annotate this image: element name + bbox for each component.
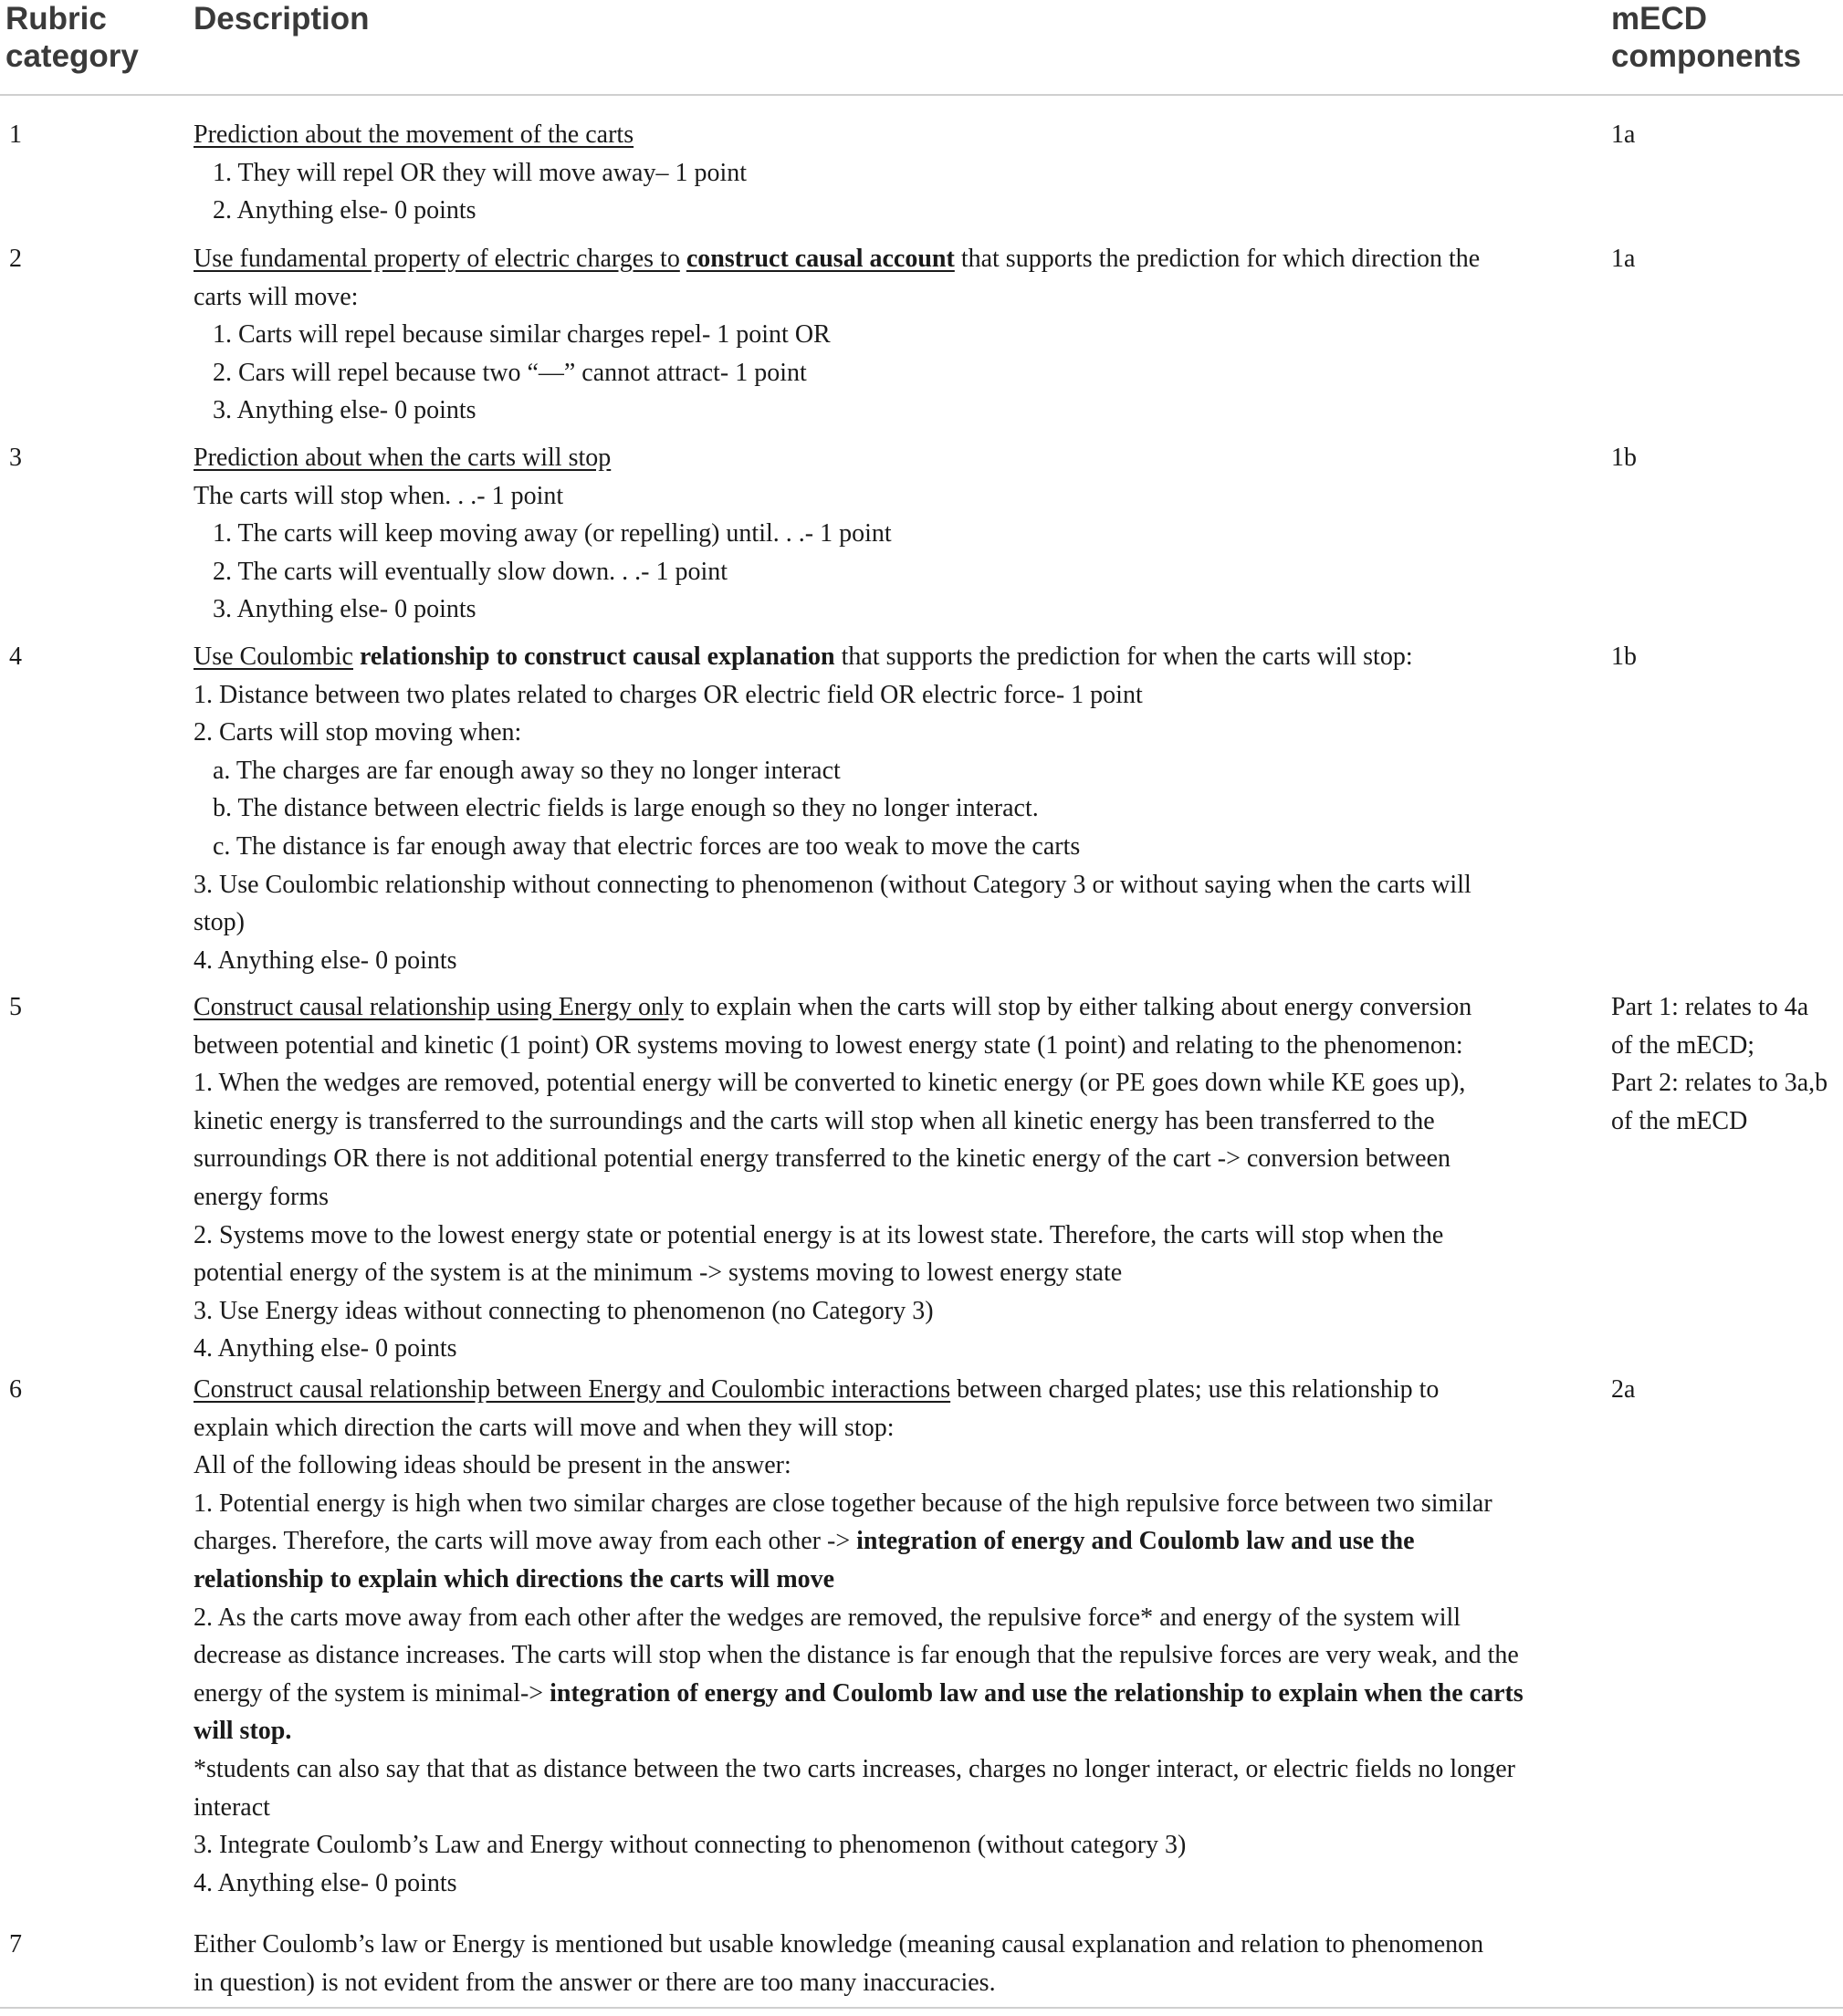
- description-text: charges. Therefore, the carts will move away from each other ->: [194, 1527, 857, 1556]
- header-rubric-category: Rubric category: [5, 1, 139, 74]
- description-cell: [194, 240, 1563, 430]
- description-line: [194, 1447, 1563, 1485]
- description-text: 4. Anything else- 0 points: [194, 945, 457, 975]
- description-text: in question) is not evident from the answer or there are too many inaccuracies.: [194, 1968, 996, 1997]
- description-text: relationship to construct causal explanation: [360, 642, 835, 671]
- description-line: [194, 1217, 1563, 1255]
- description-text: 2. Systems move to the lowest energy state or potential energy is at its lowest state. Therefore, the carts will stop when the: [194, 1220, 1444, 1249]
- description-line: [194, 828, 1563, 866]
- description-text: [680, 245, 686, 273]
- description-line: [194, 1409, 1563, 1447]
- description-text: 1. The carts will keep moving away (or repelling) until. . .- 1 point: [213, 519, 892, 548]
- mecd-components-cell: [1611, 240, 1830, 278]
- description-text: 4. Anything else- 0 points: [194, 1868, 457, 1897]
- description-text: The carts will stop when. . .- 1 point: [194, 481, 564, 510]
- description-line: [194, 1140, 1563, 1178]
- description-text: 3. Anything else- 0 points: [213, 595, 476, 624]
- description-text: 4. Anything else- 0 points: [194, 1334, 457, 1363]
- description-text: relationship to explain which directions the carts will move: [194, 1564, 835, 1593]
- mecd-components-cell: [1611, 116, 1830, 154]
- description-text: Construct causal relationship between Energy and Coulombic interactions: [194, 1375, 951, 1404]
- description-cell: [194, 1371, 1563, 1902]
- description-line: [194, 192, 1563, 230]
- description-text: 2. Anything else- 0 points: [213, 196, 476, 225]
- description-line: [194, 1865, 1563, 1903]
- description-line: [194, 1178, 1563, 1217]
- description-line: [194, 1485, 1563, 1523]
- description-line: [194, 1750, 1563, 1789]
- rubric-category-cell: 3: [9, 444, 22, 472]
- description-text: 2. Cars will repel because two “—” cannot attract- 1 point: [213, 358, 807, 387]
- description-text: Prediction about when the carts will stop: [194, 444, 612, 472]
- description-text: *students can also say that that as distance between the two carts increases, charges no longer interact, or electric fields no longer: [194, 1754, 1515, 1783]
- description-line: [194, 1522, 1563, 1561]
- description-line: [194, 638, 1563, 676]
- description-text: Prediction about the movement of the carts: [194, 120, 634, 149]
- description-text: between charged plates; use this relationship to: [950, 1375, 1440, 1404]
- description-line: [194, 1102, 1563, 1141]
- description-text: All of the following ideas should be present in the answer:: [194, 1451, 791, 1480]
- description-text: a. The charges are far enough away so they no longer interact: [213, 756, 841, 785]
- description-text: that supports the prediction for which direction the: [954, 245, 1481, 273]
- description-text: energy forms: [194, 1182, 329, 1211]
- description-line: [194, 354, 1563, 392]
- description-line: [194, 789, 1563, 828]
- description-line: [194, 904, 1563, 942]
- description-line: [194, 1636, 1563, 1675]
- description-text: 2. Carts will stop moving when:: [194, 718, 522, 747]
- description-text: Construct causal relationship using Energy only: [194, 993, 684, 1021]
- description-text: kinetic energy is transferred to the surroundings and the carts will stop when all kinetic energy has been transferred to the: [194, 1106, 1435, 1135]
- header-mecd-components: mECD components: [1611, 1, 1802, 74]
- description-text: integration of energy and Coulomb law and use the: [856, 1527, 1415, 1556]
- rubric-category-cell: 7: [9, 1930, 22, 1959]
- description-text: carts will move:: [194, 282, 359, 311]
- description-line: [194, 1371, 1563, 1409]
- description-line: [194, 1789, 1563, 1827]
- description-line: [194, 439, 1563, 477]
- description-text: stop): [194, 908, 245, 937]
- description-text: 3. Use Energy ideas without connecting to phenomenon (no Category 3): [194, 1296, 934, 1325]
- mecd-components-cell: [1611, 439, 1830, 477]
- description-line: [194, 1330, 1563, 1368]
- description-line: [194, 1964, 1563, 2002]
- description-line: [194, 1254, 1563, 1292]
- mecd-line: of the mECD;: [1611, 1030, 1755, 1060]
- description-text: b. The distance between electric fields is large enough so they no longer interact.: [213, 794, 1039, 823]
- description-text: 3. Integrate Coulomb’s Law and Energy without connecting to phenomenon (without category 3): [194, 1831, 1187, 1860]
- description-text: explain which direction the carts will move and when they will stop:: [194, 1413, 895, 1442]
- description-line: [194, 477, 1563, 516]
- description-line: [194, 1826, 1563, 1865]
- table-bottom-rule: [0, 2007, 1843, 2009]
- description-cell: [194, 638, 1563, 979]
- description-text: to explain when the carts will stop by either talking about energy conversion: [683, 993, 1472, 1021]
- description-text: [353, 642, 360, 671]
- description-text: between potential and kinetic (1 point) OR systems moving to lowest energy state (1 point) and relating to the phenomenon:: [194, 1030, 1463, 1060]
- description-text: 3. Use Coulombic relationship without connecting to phenomenon (without Category 3 or without saying when the carts will: [194, 870, 1471, 899]
- description-text: 1. Potential energy is high when two similar charges are close together because of the high repulsive force between two similar: [194, 1488, 1492, 1518]
- mecd-line: Part 1: relates to 4a: [1611, 993, 1809, 1021]
- description-line: [194, 1292, 1563, 1331]
- description-line: [194, 240, 1563, 278]
- description-line: [194, 392, 1563, 430]
- description-text: 2. The carts will eventually slow down. . .- 1 point: [213, 557, 728, 586]
- rubric-category-cell: 6: [9, 1375, 22, 1404]
- description-text: potential energy of the system is at the minimum -> systems moving to lowest energy state: [194, 1259, 1123, 1288]
- description-line: [194, 1675, 1563, 1713]
- description-line: [194, 590, 1563, 629]
- description-cell: [194, 116, 1563, 230]
- description-text: 3. Anything else- 0 points: [213, 396, 476, 425]
- mecd-line: Part 2: relates to 3a,b: [1611, 1069, 1828, 1098]
- description-text: decrease as distance increases. The carts will stop when the distance is far enough that the repulsive forces are very weak, and the: [194, 1641, 1519, 1670]
- description-text: surroundings OR there is not additional potential energy transferred to the kinetic energy of the cart -> conversion between: [194, 1144, 1451, 1174]
- description-text: 1. Distance between two plates related to charges OR electric field OR electric force- 1 point: [194, 680, 1143, 709]
- mecd-components-cell: [1611, 988, 1830, 1140]
- description-text: integration of energy and Coulomb law and use the relationship to explain when the carts: [550, 1678, 1524, 1708]
- description-line: [194, 1064, 1563, 1102]
- description-line: [194, 1599, 1563, 1637]
- mecd-components-cell: [1611, 1371, 1830, 1409]
- description-text: 1. They will repel OR they will move away– 1 point: [213, 158, 748, 187]
- mecd-line: 1b: [1611, 642, 1637, 671]
- description-text: Use Coulombic: [194, 642, 353, 671]
- description-line: [194, 278, 1563, 317]
- description-cell: [194, 1926, 1563, 2001]
- description-line: [194, 1926, 1563, 1964]
- description-text: energy of the system is minimal->: [194, 1678, 550, 1708]
- description-line: [194, 752, 1563, 790]
- description-line: [194, 942, 1563, 980]
- mecd-line: of the mECD: [1611, 1106, 1748, 1135]
- description-line: [194, 116, 1563, 154]
- header-description: Description: [194, 1, 370, 37]
- description-cell: [194, 988, 1563, 1368]
- description-line: [194, 154, 1563, 193]
- rubric-category-cell: 2: [9, 245, 22, 273]
- description-line: [194, 676, 1563, 715]
- mecd-line: 1a: [1611, 120, 1636, 149]
- description-text: that supports the prediction for when the carts will stop:: [834, 642, 1413, 671]
- description-text: will stop.: [194, 1717, 292, 1746]
- description-line: [194, 866, 1563, 904]
- description-line: [194, 988, 1563, 1027]
- description-text: 1. Carts will repel because similar charges repel- 1 point OR: [213, 320, 831, 350]
- table-header: [0, 0, 1843, 96]
- mecd-line: 2a: [1611, 1375, 1636, 1404]
- description-line: [194, 1027, 1563, 1065]
- description-text: Either Coulomb’s law or Energy is mentioned but usable knowledge (meaning causal explanation and relation to phenomenon: [194, 1930, 1484, 1959]
- description-text: c. The distance is far enough away that electric forces are too weak to move the carts: [213, 831, 1081, 861]
- description-text: interact: [194, 1792, 270, 1822]
- mecd-components-cell: [1611, 638, 1830, 676]
- description-line: [194, 553, 1563, 591]
- description-text: Use fundamental property of electric charges to: [194, 245, 680, 273]
- rubric-category-cell: 4: [9, 642, 22, 671]
- description-line: [194, 515, 1563, 553]
- description-cell: [194, 439, 1563, 629]
- description-text: 1. When the wedges are removed, potential energy will be converted to kinetic energy (or PE goes down while KE goes up),: [194, 1069, 1466, 1098]
- description-line: [194, 316, 1563, 354]
- rubric-category-cell: 5: [9, 993, 22, 1021]
- mecd-line: 1a: [1611, 245, 1636, 273]
- description-text: construct causal account: [686, 245, 955, 273]
- description-line: [194, 1561, 1563, 1599]
- description-line: [194, 1712, 1563, 1750]
- description-text: 2. As the carts move away from each other after the wedges are removed, the repulsive force* and energy of the system will: [194, 1603, 1461, 1632]
- mecd-line: 1b: [1611, 444, 1637, 472]
- description-line: [194, 714, 1563, 752]
- rubric-category-cell: 1: [9, 120, 22, 149]
